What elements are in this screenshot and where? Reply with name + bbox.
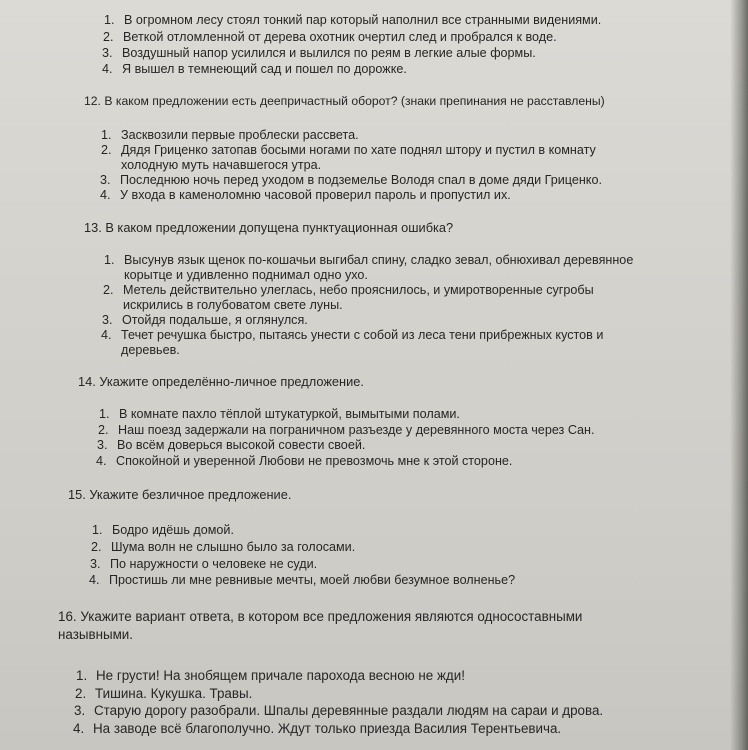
q12-option-2-cont: холодную муть начавшегося утра. (121, 158, 322, 172)
q16-option-3: 3. Старую дорогу разобрали. Шпалы деревянные раздали людям на сараи и дрова. (74, 703, 604, 718)
q14-option-3: 3. Во всём доверься высокой совести своей. (97, 438, 366, 452)
q13-option-3: 3. Отойдя подальше, я оглянулся. (102, 313, 308, 327)
q15-option-3: 3. По наружности о человеке не суди. (90, 557, 318, 571)
q11-option-3: 3. Воздушный напор усилился и вылился по реям в легкие алые формы. (102, 46, 536, 60)
q12-option-1: 1. Засквозили первые проблески рассвета. (101, 128, 359, 142)
q14-option-4: 4. Спокойной и уверенной Любови не превозмочь мне к этой стороне. (96, 454, 513, 468)
page-edge-shadow (730, 0, 748, 750)
q13-option-1: 1. Высунув язык щенок по-кошачьи выгибал спину, сладко зевал, обнюхивал деревянное (104, 253, 634, 267)
q15-title: 15. Укажите безличное предложение. (68, 487, 292, 502)
q13-option-4-cont: деревьев. (121, 343, 180, 357)
q13-title: 13. В каком предложении допущена пунктуационная ошибка? (84, 220, 454, 235)
q11-option-2: 2. Веткой отломленной от дерева охотник очертил след и пробрался к воде. (103, 30, 557, 44)
q13-option-2: 2. Метель действительно улеглась, небо прояснилось, и умиротворенные сугробы (103, 283, 594, 297)
q13-option-2-cont: искрились в голубоватом свете луны. (123, 298, 343, 312)
q14-option-2: 2. Наш поезд задержали на пограничном разъезде у деревянного моста через Сан. (98, 423, 595, 437)
q16-title-line1: 16. Укажите вариант ответа, в котором все предложения являются односоставными (58, 609, 583, 624)
q14-option-1: 1. В комнате пахло тёплой штукатуркой, вымытыми полами. (99, 407, 460, 421)
q15-option-4: 4. Простишь ли мне ревнивые мечты, моей любви безумное волненье? (89, 573, 516, 587)
q16-option-1: 1. Не грусти! На знобящем причале парохода весною не жди! (76, 668, 465, 683)
q11-option-4: 4. Я вышел в темнеющий сад и пошел по дорожке. (102, 62, 407, 76)
q16-title-line2: назывными. (58, 627, 133, 642)
q16-option-2: 2. Тишина. Кукушка. Травы. (75, 686, 253, 701)
q12-option-3: 3. Последнюю ночь перед уходом в подземелье Володя спал в доме дяди Гриценко. (100, 173, 602, 187)
q11-option-1: 1. В огромном лесу стоял тонкий пар который наполнил все странными видениями. (104, 13, 602, 27)
q16-option-4: 4. На заводе всё благополучно. Ждут только приезда Василия Терентьевича. (73, 721, 562, 736)
q15-option-2: 2. Шума волн не слышно было за голосами. (91, 540, 356, 554)
q14-title: 14. Укажите определённо-личное предложение. (78, 374, 364, 389)
q12-option-4: 4. У входа в каменоломню часовой проверил пароль и пропустил их. (100, 188, 511, 202)
q12-option-2: 2. Дядя Гриценко затопав босыми ногами по хате поднял штору и пустил в комнату (101, 143, 596, 157)
q12-title: 12. В каком предложении есть деепричастный оборот? (знаки препинания не расставлены) (84, 94, 605, 108)
q13-option-1-cont: корытце и удивленно поднимал одно ухо. (124, 268, 368, 282)
q13-option-4: 4. Течет речушка быстро, пытаясь унести с собой из леса тени прибрежных кустов и (101, 328, 604, 342)
q15-option-1: 1. Бодро идёшь домой. (92, 523, 234, 537)
